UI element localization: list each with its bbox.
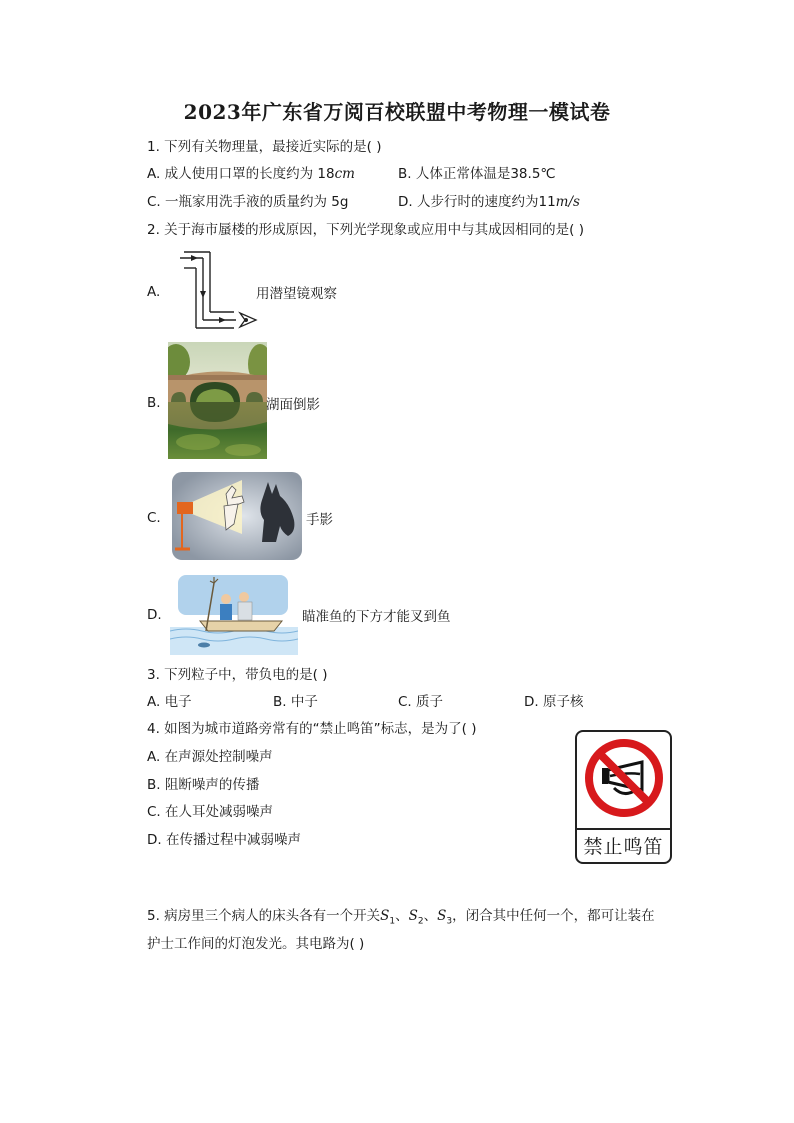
option-d-text: D. 人步行时的速度约为11 bbox=[398, 194, 556, 210]
question-4-option-a: A. 在声源处控制噪声 bbox=[147, 749, 273, 765]
question-5-text: 5. 病房里三个病人的床头各有一个开关 bbox=[147, 908, 381, 924]
separator-1: 、 bbox=[395, 908, 409, 924]
question-1-option-a bbox=[147, 164, 355, 184]
question-2-option-a-caption: 用潜望镜观察 bbox=[256, 286, 337, 302]
bridge-reflection-image bbox=[168, 342, 267, 459]
eye-icon bbox=[240, 313, 256, 327]
no-honking-sign bbox=[575, 730, 672, 864]
separator-2: 、 bbox=[423, 908, 438, 924]
question-5-line-2: 护士工作间的灯泡发光。其电路为( ) bbox=[147, 936, 365, 952]
question-3-option-c: C. 质子 bbox=[398, 694, 444, 710]
switch-s3-sub: 3 bbox=[446, 916, 453, 927]
no-horn-icon bbox=[584, 738, 664, 818]
question-5-stem bbox=[147, 906, 655, 932]
question-1-stem: 1. 下列有关物理量，最接近实际的是( ) bbox=[147, 139, 382, 155]
sign-text: 禁止鸣笛 bbox=[583, 836, 664, 858]
question-3-option-d: D. 原子核 bbox=[524, 694, 584, 710]
page-title: 2023年广东省万阅百校联盟中考物理一模试卷 bbox=[183, 100, 611, 124]
question-4-option-d: D. 在传播过程中减弱噪声 bbox=[147, 832, 301, 848]
question-3-stem: 3. 下列粒子中，带负电的是( ) bbox=[147, 667, 328, 683]
hand-shadow-image bbox=[172, 472, 302, 560]
spear-fishing-image bbox=[170, 575, 298, 655]
question-2-option-b-caption: 湖面倒影 bbox=[266, 397, 320, 413]
question-2-option-d-caption: 瞄准鱼的下方才能叉到鱼 bbox=[302, 609, 451, 625]
switch-s1: S bbox=[380, 908, 390, 924]
question-3-option-b: B. 中子 bbox=[273, 694, 318, 710]
option-a-unit: cm bbox=[334, 166, 355, 182]
question-2-option-c-caption: 手影 bbox=[306, 512, 333, 528]
sign-divider bbox=[577, 828, 670, 830]
question-2-stem: 2. 关于海市蜃楼的形成原因，下列光学现象或应用中与其成因相同的是( ) bbox=[147, 222, 584, 238]
question-4-option-c: C. 在人耳处减弱噪声 bbox=[147, 804, 274, 820]
question-2-option-d-label: D. bbox=[147, 607, 162, 623]
question-1-option-d bbox=[398, 192, 580, 212]
periscope-diagram bbox=[170, 248, 260, 334]
switch-s2-sub: 2 bbox=[417, 916, 424, 927]
switch-s1-sub: 1 bbox=[389, 916, 396, 927]
question-2-option-b-label: B. bbox=[147, 395, 161, 411]
question-2-option-c-label: C. bbox=[147, 510, 161, 526]
question-1-option-c: C. 一瓶家用洗手液的质量约为 5g bbox=[147, 194, 349, 210]
switch-s3: S bbox=[437, 908, 447, 924]
question-4-stem: 4. 如图为城市道路旁常有的“禁止鸣笛”标志，是为了( ) bbox=[147, 721, 477, 737]
switch-s2: S bbox=[408, 908, 418, 924]
option-d-unit: m/s bbox=[555, 194, 580, 210]
question-4-option-b: B. 阻断噪声的传播 bbox=[147, 777, 260, 793]
question-3-option-a: A. 电子 bbox=[147, 694, 192, 710]
question-5-text-suffix: ，闭合其中任何一个，都可让装在 bbox=[452, 908, 655, 924]
question-2-option-a-label: A. bbox=[147, 284, 161, 300]
option-a-text: A. 成人使用口罩的长度约为 18 bbox=[147, 166, 335, 182]
question-1-option-b: B. 人体正常体温是38.5℃ bbox=[398, 166, 556, 182]
